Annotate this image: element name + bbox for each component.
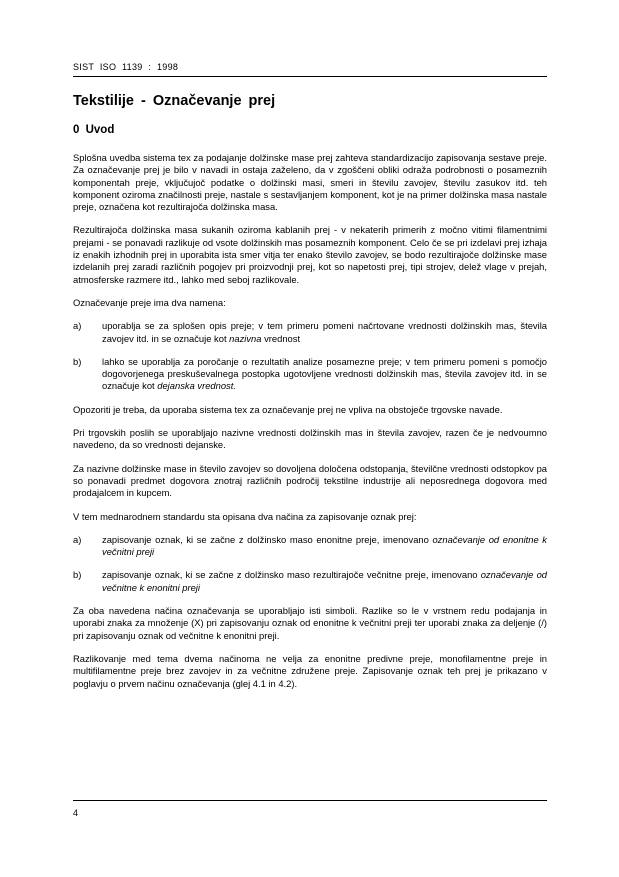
list-text: lahko se uporablja za poročanje o rezultatih analize posamezne preje; v tem primeru pomeni s pomočjo dogovorjenega preskuševalnega postopka ugotovljene vrednosti dolžinskih mas, števila zavojev itd. in se označuje kot dejanska vrednost.	[102, 355, 547, 392]
document-header: SIST ISO 1139 : 1998	[73, 62, 179, 72]
list-label: a)	[73, 320, 82, 332]
paragraph-4: Opozoriti je treba, da uporaba sistema tex za označevanje prej ne vpliva na obstoječe trgovske navade.	[73, 403, 503, 415]
paragraph-9: Razlikovanje med tema dvema načinoma ne velja za enonitne predivne preje, monofilamentne preje in multifilamentne preje brez zavojev in za večnitne združene preje. Zapisovanje oznak teh prej je prikazano v poglavju o prvem načinu označevanja (glej 4.1 in 4.2).	[73, 652, 547, 689]
list-text: uporablja se za splošen opis preje; v tem primeru pomeni načrtovane vrednosti dolžinskih mas, števila zavojev itd. in se označuje kot nazivna vrednost	[102, 320, 547, 344]
list-text: zapisovanje oznak, ki se začne z dolžinsko maso rezultirajoče večnitne preje, imenovano označevanje od večnitne k enonitni preji	[102, 569, 547, 593]
list-label: a)	[73, 533, 82, 545]
list-item	[73, 534, 547, 559]
section-heading: 0 Uvod	[73, 124, 115, 136]
list-item	[73, 320, 547, 345]
paragraph-5: Pri trgovskih poslih se uporabljajo nazivne vrednosti dolžinskih mas in števila zavojev, razen če je nedvoumno navedeno, da so vrednosti dejanske.	[73, 427, 547, 451]
list-label: b)	[73, 569, 82, 581]
paragraph-1: Splošna uvedba sistema tex za podajanje dolžinske mase prej zahteva standardizacijo zapisovanja sestave preje. Za označevanje prej je bilo v navadi in ostaja zaželeno, da v zgoščeni obliki odraža podrobnosti o posameznih komponentah preje, vključujoč podatke o dolžinski masi, smeri in številu zavojev, številu zasukov itd. teh komponent oziroma značilnosti preje, nastale s sestavljanjem komponent, kot je na primer dolžinska masa nastale preje, označena kot rezultirajoča dolžinska masa.	[73, 152, 547, 213]
list-text: zapisovanje oznak, ki se začne z dolžinsko maso enonitne preje, imenovano označevanje od enonitne k večnitni preji	[102, 533, 547, 558]
header-divider	[73, 76, 547, 77]
body-text	[73, 152, 547, 701]
paragraph-6: Za nazivne dolžinske mase in število zavojev so dovoljena določena odstopanja, številčne vrednosti odstopkov pa so ponavadi predmet dogovora znotraj različnih področij tekstilne industrije ali neposrednega dogovora med prodajalcem in kupcem.	[73, 462, 547, 499]
page-number: 4	[73, 808, 79, 818]
list-item	[73, 569, 547, 594]
paragraph-2: Rezultirajoča dolžinska masa sukanih oziroma kablanih prej - v nekaterih primerih z močno vitimi filamentnimi prejami - se ponavadi razlikuje od vsote dolžinskih mas posameznih komponent. Celo če se pri izdelavi prej izhaja iz enakih izhodnih prej in uporabita ista smer vitja ter enako število zavojev, se bodo rezultirajoče dolžinske mase izdelanih prej zaradi različnih pogojev pri proizvodnji prej, kot so napetosti prej, tipi strojev, delež vlage v prejah, atmosferske razmere itd., lahko med seboj razlikovale.	[73, 224, 547, 285]
paragraph-7: V tem mednarodnem standardu sta opisana dva načina za zapisovanje oznak prej:	[73, 510, 417, 522]
list-label: b)	[73, 355, 82, 367]
footer-divider	[73, 800, 547, 801]
list-item	[73, 356, 547, 393]
paragraph-8: Za oba navedena načina označevanja se uporabljajo isti simboli. Razlike so le v vrstnem redu podajanja in uporabi znaka za množenje (X) pri zapisovanju oznak od enonitne k večnitni preji ter uporabi znaka za deljenje (/) pri zapisovanju oznak od večnitne k enonitni preji.	[73, 605, 547, 641]
paragraph-3: Označevanje preje ima dva namena:	[73, 296, 226, 308]
page-title: Tekstilije - Označevanje prej	[73, 93, 276, 109]
